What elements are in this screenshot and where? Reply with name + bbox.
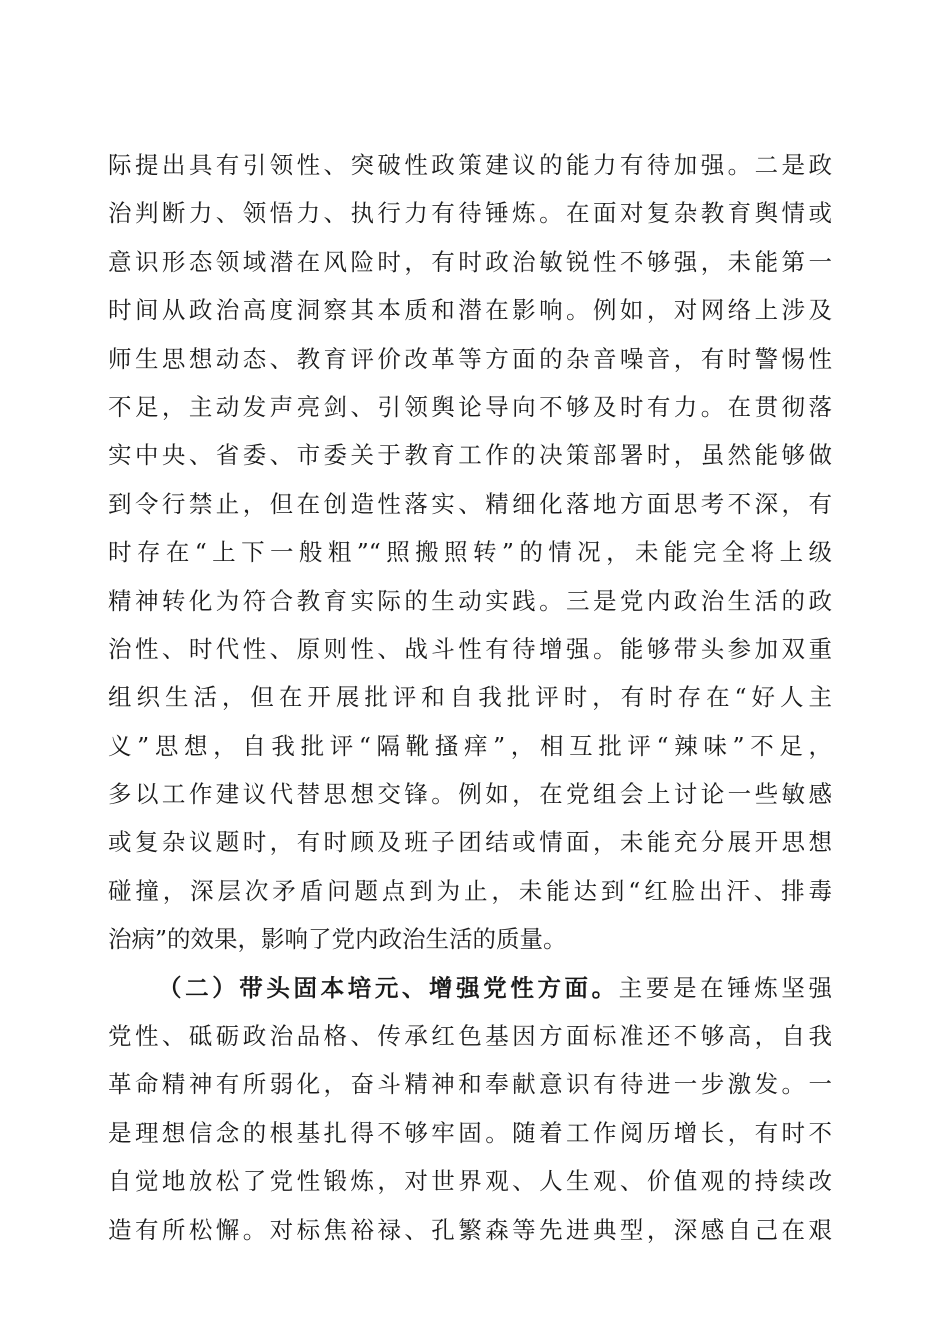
text-line: 造有所松懈。对标焦裕禄、孔繁森等先进典型，深感自己在艰 [108, 1215, 832, 1244]
text-line: 革命精神有所弱化，奋斗精神和奉献意识有待进一步激发。一 [108, 1070, 832, 1099]
body-text [108, 141, 832, 1254]
text-line: 多以工作建议代替思想交锋。例如，在党组会上讨论一些敏感 [108, 780, 832, 809]
section-heading-rest: 主要是在锤炼坚强 [618, 973, 833, 1002]
text-line: 是理想信念的根基扎得不够牢固。随着工作阅历增长，有时不 [108, 1118, 832, 1147]
text-line: 义”思想，自我批评“隔靴搔痒”，相互批评“辣味”不足， [108, 731, 832, 760]
text-line: 治病”的效果，影响了党内政治生活的质量。 [108, 925, 567, 954]
text-line: 时存在“上下一般粗”“照搬照转”的情况，未能完全将上级 [108, 538, 832, 567]
text-line: 到令行禁止，但在创造性落实、精细化落地方面思考不深，有 [108, 489, 832, 518]
text-line: 师生思想动态、教育评价改革等方面的杂音噪音，有时警惕性 [108, 344, 832, 373]
text-line: 意识形态领域潜在风险时，有时政治敏锐性不够强，未能第一 [108, 247, 832, 276]
text-line: 治判断力、领悟力、执行力有待锤炼。在面对复杂教育舆情或 [108, 199, 832, 228]
section-heading-line [108, 964, 832, 1012]
text-line: 碰撞，深层次矛盾问题点到为止，未能达到“红脸出汗、排毒 [108, 876, 832, 905]
text-line: 时间从政治高度洞察其本质和潜在影响。例如，对网络上涉及 [108, 296, 832, 325]
text-line: 不足，主动发声亮剑、引领舆论导向不够及时有力。在贯彻落 [108, 392, 832, 421]
section-heading: （二）带头固本培元、增强党性方面。 [158, 973, 619, 1002]
text-line: 际提出具有引领性、突破性政策建议的能力有待加强。二是政 [108, 151, 832, 179]
text-line: 或复杂议题时，有时顾及班子团结或情面，未能充分展开思想 [108, 828, 832, 857]
text-line: 实中央、省委、市委关于教育工作的决策部署时，虽然能够做 [108, 441, 832, 470]
text-line: 治性、时代性、原则性、战斗性有待增强。能够带头参加双重 [108, 634, 832, 663]
text-line: 精神转化为符合教育实际的生动实践。三是党内政治生活的政 [108, 586, 832, 615]
text-line: 党性、砥砺政治品格、传承红色基因方面标准还不够高，自我 [108, 1022, 832, 1051]
text-line: 自觉地放松了党性锻炼，对世界观、人生观、价值观的持续改 [108, 1167, 832, 1196]
text-line: 组织生活，但在开展批评和自我批评时，有时存在“好人主 [108, 683, 832, 712]
